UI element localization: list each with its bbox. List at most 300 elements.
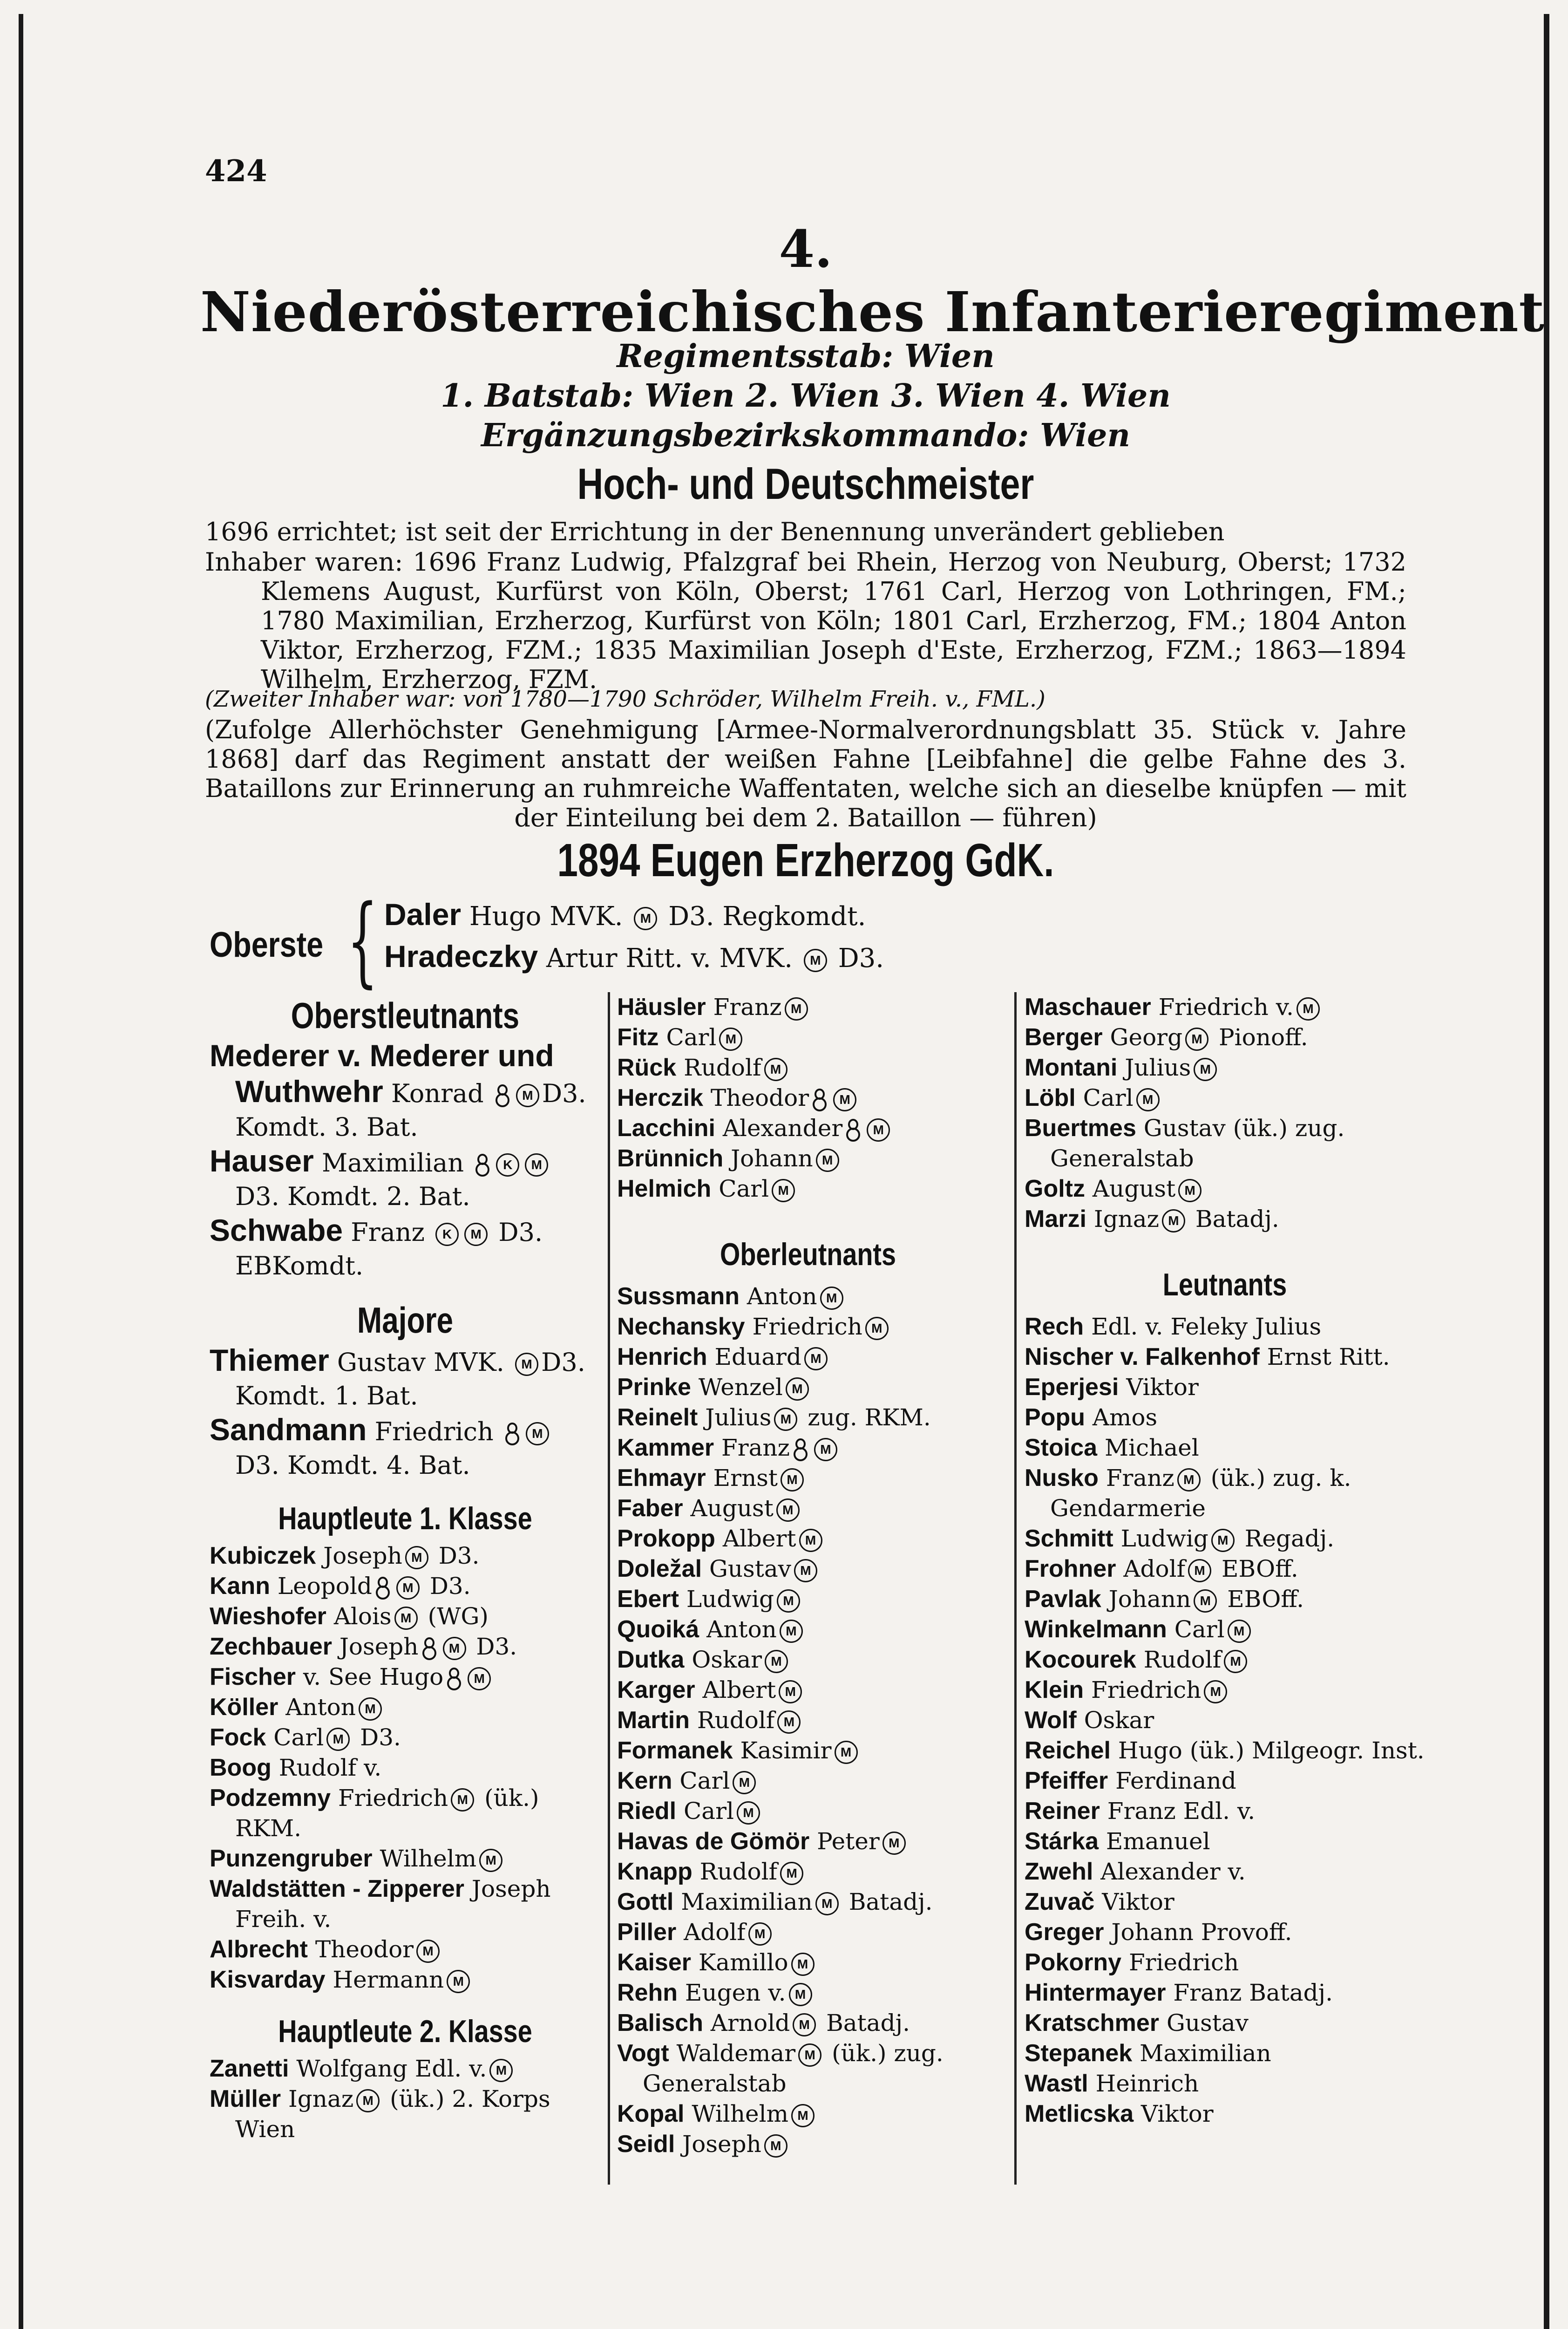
officer-name: Thiemer <box>210 1343 329 1377</box>
entry-text: Maximilian <box>321 1148 464 1178</box>
entry-text: (ük.) zug. Generalstab <box>643 2040 944 2097</box>
medal-m-icon: M <box>515 1353 538 1376</box>
entry-text: Hermann <box>333 1966 444 1993</box>
entry-text: Friedrich <box>1091 1676 1201 1703</box>
officer-name: Müller <box>210 2085 281 2112</box>
officer-name: Wieshofer <box>210 1603 326 1630</box>
officer-name: Zechbauer <box>210 1633 332 1660</box>
officer-name: Doležal <box>617 1555 702 1582</box>
list-item <box>617 1736 999 1766</box>
entry-text: Franz <box>721 1434 790 1461</box>
list-item <box>1025 2069 1425 2099</box>
officer-name: Goltz <box>1025 1175 1085 1202</box>
officer-name: Kopal <box>617 2100 685 2127</box>
entry-text: Ignaz <box>288 2085 354 2112</box>
entry-text: D3. <box>476 1633 517 1660</box>
officer-name: Stoica <box>1025 1434 1098 1461</box>
officer-name: Quoiká <box>617 1616 699 1643</box>
list-item <box>1025 2038 1425 2069</box>
officer-name: Kocourek <box>1025 1646 1136 1673</box>
officer-name: Kann <box>210 1573 270 1600</box>
list-item <box>617 1022 999 1053</box>
officer-name: Nechansky <box>617 1313 745 1340</box>
list-item <box>1025 1826 1425 1857</box>
list-item <box>1025 1022 1425 1053</box>
ribbon-icon <box>446 1667 462 1691</box>
entry-text: Pionoff. <box>1219 1024 1308 1051</box>
ribbon-icon <box>845 1118 861 1142</box>
entry-text: Carl <box>1174 1616 1225 1643</box>
officer-name: Kammer <box>617 1434 714 1461</box>
entry-text: Julius <box>1125 1054 1191 1081</box>
list-item <box>617 1584 999 1614</box>
entry-text: Eduard <box>714 1343 801 1370</box>
medal-m-icon: M <box>816 1149 839 1172</box>
oberst-name: Daler <box>384 897 462 932</box>
entry-text: Rudolf <box>697 1707 775 1734</box>
medal-m-icon: M <box>634 907 657 930</box>
officer-name: Seidl <box>617 2131 675 2158</box>
medal-m-icon: M <box>1194 1058 1217 1081</box>
medal-m-icon: M <box>326 1728 350 1751</box>
officer-name: Riedl <box>617 1798 677 1825</box>
entry <box>210 1413 601 1482</box>
medal-m-icon: M <box>835 1741 858 1764</box>
entry-text: EBOff. <box>1221 1555 1298 1582</box>
medal-m-icon: M <box>780 1620 803 1643</box>
list-item <box>1025 1675 1425 1705</box>
medal-m-icon: M <box>737 1801 760 1825</box>
entry-text: Carl <box>679 1767 730 1794</box>
entry-text: Ernst <box>713 1464 778 1491</box>
officer-name: Nusko <box>1025 1464 1099 1491</box>
list-item <box>617 1978 999 2008</box>
oberst-text: Hugo MVK. <box>469 901 623 932</box>
medal-m-icon: M <box>833 1088 856 1111</box>
officer-name: Formanek <box>617 1737 733 1764</box>
officer-name: Fock <box>210 1724 266 1751</box>
medal-m-icon: M <box>1194 1589 1217 1613</box>
list-item <box>1025 1887 1425 1917</box>
list-item <box>617 1887 999 1917</box>
entry-text: Theodor <box>710 1084 809 1111</box>
entry-text: Friedrich v. <box>1158 994 1294 1021</box>
section-hauptleute-1: Hauptleute 1. Klasse <box>278 1501 532 1536</box>
officer-name: Herczik <box>617 1084 703 1111</box>
entry-text: Peter <box>817 1828 880 1855</box>
officer-name: Reinelt <box>617 1404 698 1431</box>
list-item <box>210 1692 601 1723</box>
officer-name: Hintermayer <box>1025 1979 1166 2006</box>
entry-text: August <box>690 1495 774 1522</box>
list-item <box>1025 1053 1425 1083</box>
list-item <box>1025 1766 1425 1796</box>
entry-text: Ferdinand <box>1115 1767 1236 1794</box>
medal-m-icon: M <box>359 1697 382 1721</box>
entry-text: Leopold <box>277 1573 372 1600</box>
list-item <box>617 1113 999 1144</box>
officer-name: Häusler <box>617 994 706 1021</box>
officer-name: Berger <box>1025 1024 1103 1051</box>
list-item <box>617 1645 999 1675</box>
list-item <box>1025 1403 1425 1433</box>
medal-m-icon: M <box>1224 1650 1247 1673</box>
officer-name: Stárka <box>1025 1828 1099 1855</box>
medal-m-icon: M <box>789 1983 812 2006</box>
entry-text: Carl <box>1083 1084 1134 1111</box>
entry-text: Maximilian <box>1140 2040 1271 2067</box>
section-majore: Majore <box>357 1300 454 1341</box>
officer-name: Schmitt <box>1025 1525 1113 1552</box>
officer-name: Martin <box>617 1707 690 1734</box>
list-item <box>1025 1948 1425 1978</box>
history-zufolge: (Zufolge Allerhöchster Genehmigung [Armee-Normalverordnungsblatt 35. Stück v. Jahre 1868] darf das Regiment anstatt der weißen Fahne [Leibfahne] die gelbe Fahne des 3. Bataillons zur Erinnerung an ruhmreiche Waffentaten, welche sich an dieselbe knüpfen — mit der Einteilung bei dem 2. Bataillon — führen) <box>205 715 1406 832</box>
list-item <box>617 1524 999 1554</box>
medal-m-icon: M <box>865 1317 889 1340</box>
medal-m-icon: M <box>1185 1028 1208 1051</box>
entry-text: Heinrich <box>1095 2070 1199 2097</box>
officer-name: Prinke <box>617 1374 691 1401</box>
medal-m-icon: M <box>815 1892 839 1915</box>
list-item <box>617 2099 999 2129</box>
officer-name: Buertmes <box>1025 1115 1136 1142</box>
entry-text: Carl <box>666 1024 717 1051</box>
list-item <box>617 1372 999 1403</box>
list-item <box>1025 1312 1425 1342</box>
medal-m-icon: M <box>867 1118 890 1142</box>
list-item <box>1025 1705 1425 1736</box>
oberst-text: D3. <box>838 943 884 974</box>
list-item <box>210 1844 601 1874</box>
officer-name: Pfeiffer <box>1025 1767 1108 1794</box>
column-1 <box>210 992 601 2145</box>
officer-name: Maschauer <box>1025 994 1151 1021</box>
list-item <box>1025 1554 1425 1584</box>
medal-m-icon: M <box>405 1546 428 1569</box>
entry-text: Regadj. <box>1244 1525 1335 1552</box>
officer-name: Pokorny <box>1025 1949 1122 1976</box>
entry-text: D3. <box>438 1542 480 1569</box>
officer-name: Eperjesi <box>1025 1374 1119 1401</box>
officer-name: Köller <box>210 1694 278 1721</box>
medal-m-icon: M <box>396 1576 420 1600</box>
medal-m-icon: M <box>791 1953 815 1976</box>
medal-m-icon: M <box>733 1771 756 1794</box>
medal-m-icon: M <box>447 1970 470 1993</box>
officer-name: Karger <box>617 1676 695 1703</box>
entry-text: Alexander v. <box>1100 1858 1246 1885</box>
entry-text: (ük.) RKM. <box>235 1784 539 1842</box>
medal-m-icon: M <box>356 2089 380 2112</box>
officer-name: Balisch <box>617 2009 703 2036</box>
entry-text: Gustav <box>1166 2009 1249 2036</box>
medal-m-icon: M <box>526 1422 549 1445</box>
entry-text: Friedrich <box>374 1417 494 1446</box>
list-item <box>617 1312 999 1342</box>
medal-m-icon: M <box>772 1179 795 1202</box>
medal-m-icon: M <box>779 1680 802 1703</box>
entry-text: D3. <box>542 1079 586 1108</box>
officer-name: Sandmann <box>210 1412 367 1447</box>
entry-text: Alexander <box>722 1115 843 1142</box>
officer-name: Reiner <box>1025 1798 1100 1825</box>
officer-name: Metlicska <box>1025 2100 1134 2127</box>
entry-text: Ludwig <box>1120 1525 1208 1552</box>
entry-text: Julius <box>705 1404 772 1431</box>
medal-k-icon: K <box>435 1223 459 1246</box>
entry <box>210 1039 601 1144</box>
officer-name: Rück <box>617 1054 677 1081</box>
entry-text: Komdt. 3. Bat. <box>235 1112 418 1142</box>
list-item <box>1025 1463 1425 1524</box>
oberst-text: D3. Regkomdt. <box>668 901 866 932</box>
list-item <box>210 1723 601 1753</box>
officer-name: Ehmayr <box>617 1464 706 1491</box>
officer-name: Montani <box>1025 1054 1118 1081</box>
entry-text: Joseph Freih. v. <box>235 1875 551 1933</box>
officer-name: Sussmann <box>617 1283 740 1310</box>
regiment-commander: 1894 Eugen Erzherzog GdK. <box>557 834 1054 886</box>
medal-m-icon: M <box>781 1468 804 1491</box>
list-item <box>1025 1978 1425 2008</box>
entry-text: D3. <box>360 1724 401 1751</box>
entry-text: Komdt. 1. Bat. <box>235 1381 418 1410</box>
medal-m-icon: M <box>394 1607 418 1630</box>
list-item <box>617 1766 999 1796</box>
medal-m-icon: M <box>793 2013 816 2036</box>
officer-name: Wolf <box>1025 1707 1077 1734</box>
history-inhaber: Inhaber waren: 1696 Franz Ludwig, Pfalzgraf bei Rhein, Herzog von Neuburg, Oberst; 1732 Klemens August, Kurfürst von Köln, Oberst; 1761 Carl, Herzog von Lothringen, FM.; 1780 Maximilian, Erzherzog, Kurfürst von Köln; 1801 Carl, Erzherzog, FM.; 1804 Anton Viktor, Erzherzog, FZM.; 1835 Maximilian Joseph d'Este, Erzherzog, FZM.; 1863—1894 Wilhelm, Erzherzog, FZM. <box>205 547 1406 694</box>
officer-name: Stepanek <box>1025 2040 1133 2067</box>
list-item <box>617 2038 999 2099</box>
officer-name: Piller <box>617 1919 677 1946</box>
officer-name: Zwehl <box>1025 1858 1093 1885</box>
entry-text: EBOff. <box>1227 1586 1304 1613</box>
entry-text: Kasimir <box>740 1737 832 1764</box>
list-item <box>210 1783 601 1844</box>
medal-m-icon: M <box>1178 1179 1201 1202</box>
entry-text: Kamillo <box>698 1949 788 1976</box>
entry-text: Batadj. <box>826 2009 910 2036</box>
entry-text: Michael <box>1104 1434 1199 1461</box>
entry-text: zug. RKM. <box>808 1404 931 1431</box>
medal-m-icon: M <box>804 1347 828 1370</box>
officer-name: Wuthwehr <box>235 1074 383 1109</box>
hauptleute-2-continued <box>617 992 999 1204</box>
leutnants-list <box>1025 1312 1425 2129</box>
entry-text: Rudolf <box>1143 1646 1222 1673</box>
entry-text: Emanuel <box>1106 1828 1210 1855</box>
officer-name: Mederer v. Mederer und <box>210 1038 554 1073</box>
list-item <box>210 1934 601 1965</box>
list-item <box>210 1541 601 1571</box>
list-item <box>617 1948 999 1978</box>
list-item <box>1025 1917 1425 1948</box>
entry-text: Friedrich <box>338 1784 448 1811</box>
list-item <box>617 1675 999 1705</box>
officer-name: Pavlak <box>1025 1586 1101 1613</box>
medal-m-icon: M <box>785 997 808 1021</box>
list-item <box>210 1662 601 1692</box>
entry-text: D3. Komdt. 2. Bat. <box>235 1182 470 1211</box>
list-item <box>1025 1113 1425 1174</box>
entry-text: Oskar <box>692 1646 762 1673</box>
list-item <box>1025 2099 1425 2129</box>
list-item <box>1025 1736 1425 1766</box>
entry-text: D3. Komdt. 4. Bat. <box>235 1451 470 1480</box>
oberleutnants-list <box>617 1281 999 2159</box>
officer-name: Löbl <box>1025 1084 1076 1111</box>
officer-name: Kern <box>617 1767 672 1794</box>
entry-text: Johann <box>1108 1586 1191 1613</box>
hauptleute-1-list <box>210 1541 601 1995</box>
list-item <box>1025 1524 1425 1554</box>
section-leutnants: Leutnants <box>1162 1267 1287 1302</box>
entry <box>210 1213 601 1283</box>
officer-name: Greger <box>1025 1919 1104 1946</box>
list-item <box>617 1554 999 1584</box>
list-item <box>617 1493 999 1524</box>
officer-name: Hauser <box>210 1144 314 1178</box>
oberst-text: Artur Ritt. v. MVK. <box>546 943 793 974</box>
officer-name: Albrecht <box>210 1936 308 1963</box>
list-item <box>1025 1372 1425 1403</box>
entry-text: Franz Edl. v. <box>1107 1798 1256 1825</box>
list-item <box>617 1796 999 1826</box>
ergaenzung: Ergänzungsbezirkskommando: Wien <box>481 417 1130 454</box>
entry-text: Theodor <box>315 1936 414 1963</box>
list-item <box>617 1433 999 1463</box>
ribbon-icon <box>421 1636 437 1661</box>
oberst-name: Hradeczky <box>384 939 538 974</box>
officer-name: Wastl <box>1025 2070 1088 2097</box>
officer-name: Schwabe <box>210 1213 343 1247</box>
entry-text: Wenzel <box>698 1374 783 1401</box>
section-hauptleute-2: Hauptleute 2. Klasse <box>278 2014 532 2049</box>
medal-m-icon: M <box>786 1377 809 1401</box>
entry-text: Franz Batadj. <box>1173 1979 1333 2006</box>
officer-name: Klein <box>1025 1676 1084 1703</box>
officer-name: Rehn <box>617 1979 678 2006</box>
entry-text: Ignaz <box>1093 1205 1159 1233</box>
ribbon-icon <box>793 1437 808 1462</box>
officer-name: Helmich <box>617 1175 712 1202</box>
officer-name: Nischer v. Falkenhof <box>1025 1343 1260 1370</box>
medal-m-icon: M <box>799 1529 822 1552</box>
list-item <box>1025 1614 1425 1645</box>
entry-text: v. See Hugo <box>303 1663 444 1690</box>
officer-name: Brünnich <box>617 1145 724 1172</box>
medal-m-icon: M <box>776 1498 800 1522</box>
entry-text: Konrad <box>391 1079 484 1108</box>
medal-m-icon: M <box>1211 1529 1235 1552</box>
medal-m-icon: M <box>765 1650 788 1673</box>
medal-m-icon: M <box>464 1223 488 1246</box>
regimentsstab: Regimentsstab: Wien <box>617 338 995 375</box>
entry-text: Gustav <box>709 1555 791 1582</box>
medal-m-icon: M <box>774 1408 797 1431</box>
column-2 <box>617 992 999 2159</box>
officer-name: Henrich <box>617 1343 707 1370</box>
medal-m-icon: M <box>1296 997 1320 1021</box>
list-item <box>617 2129 999 2159</box>
regiment-number: 4. <box>779 219 833 279</box>
list-item <box>210 2054 601 2084</box>
entry-text: Batadj. <box>848 1888 933 1915</box>
entry-text: Amos <box>1092 1404 1158 1431</box>
entry-text: Viktor <box>1141 2100 1214 2127</box>
history-zweiter: (Zweiter Inhaber war: von 1780—1790 Schröder, Wilhelm Freih. v., FML.) <box>205 686 1045 712</box>
ribbon-icon <box>475 1153 490 1177</box>
ribbon-icon <box>375 1576 391 1600</box>
entry <box>210 1144 601 1213</box>
entry-text: Rudolf <box>684 1054 761 1081</box>
entry-text: Friedrich <box>1128 1949 1239 1976</box>
officer-name: Rech <box>1025 1313 1084 1340</box>
officer-name: Waldstätten - Zipperer <box>210 1875 465 1902</box>
entry-text: Adolf <box>684 1919 746 1946</box>
list-item <box>1025 1433 1425 1463</box>
officer-name: Frohner <box>1025 1555 1116 1582</box>
entry-text: Anton <box>285 1694 356 1721</box>
entry-text: Anton <box>747 1283 817 1310</box>
list-item <box>617 1053 999 1083</box>
oberst-entry <box>384 939 884 974</box>
entry-text: Carl <box>273 1724 324 1751</box>
list-item <box>1025 1342 1425 1372</box>
oberst-entry <box>384 897 866 932</box>
list-item <box>617 1705 999 1736</box>
entry-text: (ük.) 2. Korps Wien <box>235 2085 550 2143</box>
list-item <box>1025 1174 1425 1204</box>
medal-m-icon: M <box>764 1058 787 1081</box>
entry-text: Ernst Ritt. <box>1267 1343 1390 1370</box>
ribbon-icon <box>504 1422 520 1446</box>
medal-m-icon: M <box>794 1559 817 1582</box>
medal-m-icon: M <box>468 1667 491 1690</box>
entry-text: Albert <box>702 1676 776 1703</box>
list-item <box>1025 1584 1425 1614</box>
officer-name: Zuvač <box>1025 1888 1095 1915</box>
list-item <box>210 1874 601 1934</box>
entry-text: Rudolf <box>699 1858 778 1885</box>
history-errichtet: 1696 errichtet; ist seit der Errichtung in der Benennung unverändert geblieben <box>205 517 1225 546</box>
entry-text: Maximilian <box>681 1888 813 1915</box>
entry-text: Johann Provoff. <box>1111 1919 1292 1946</box>
entry-text: Arnold <box>710 2009 790 2036</box>
entry-text: Wilhelm <box>380 1845 477 1872</box>
officer-name: Prokopp <box>617 1525 715 1552</box>
medal-m-icon: M <box>814 1438 837 1461</box>
medal-m-icon: M <box>777 1589 800 1613</box>
list-item <box>1025 1645 1425 1675</box>
medal-m-icon: M <box>798 2043 821 2067</box>
officer-name: Knapp <box>617 1858 692 1885</box>
section-oberleutnants: Oberleutnants <box>720 1237 896 1272</box>
officer-name: Kratschmer <box>1025 2009 1160 2036</box>
list-item <box>1025 1204 1425 1234</box>
entry-text: Carl <box>684 1798 734 1825</box>
list-item <box>617 1174 999 1204</box>
entry-text: Ludwig <box>686 1586 774 1613</box>
officer-name: Kubiczek <box>210 1542 316 1569</box>
list-item <box>617 992 999 1022</box>
entry-text: Georg <box>1110 1024 1183 1051</box>
medal-m-icon: M <box>1136 1088 1160 1111</box>
list-item <box>1025 1083 1425 1113</box>
officer-name: Lacchini <box>617 1115 715 1142</box>
officer-name: Marzi <box>1025 1205 1086 1233</box>
